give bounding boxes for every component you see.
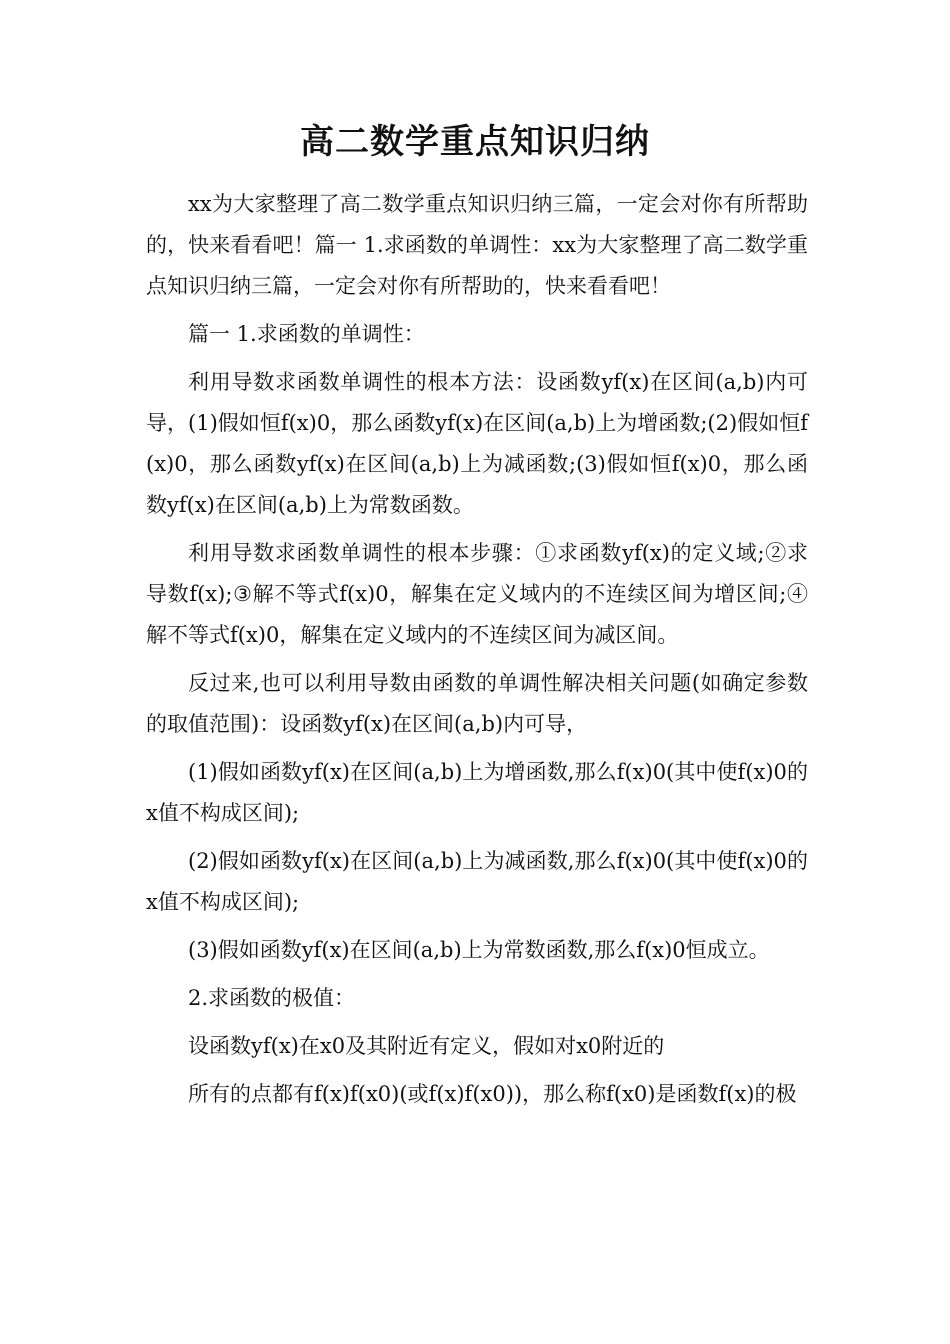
paragraph-extrema-definition-1: 设函数yf(x)在x0及其附近有定义，假如对x0附近的 <box>188 1034 665 1058</box>
paragraph-extrema-definition-2: 所有的点都有f(x)f(x0)(或f(x)f(x0))，那么称f(x0)是函数f(x)的极 <box>188 1082 797 1106</box>
paragraph-case-1: (1)假如函数yf(x)在区间(a,b)上为增函数,那么f(x)0(其中使f(x)0的x值不构成区间); <box>146 760 808 825</box>
paragraph-monotonic-steps: 利用导数求函数单调性的根本步骤：①求函数yf(x)的定义域;②求导数f(x);③解不等式f(x)0，解集在定义域内的不连续区间为增区间;④解不等式f(x)0，解集在定义域内的不连续区间为减区间。 <box>146 541 808 647</box>
document-title: 高二数学重点知识归纳 <box>300 122 650 162</box>
paragraph-section-heading: 篇一 1.求函数的单调性： <box>188 322 425 346</box>
paragraph-intro: xx为大家整理了高二数学重点知识归纳三篇，一定会对你有所帮助的，快来看看吧！篇一 1.求函数的单调性：xx为大家整理了高二数学重点知识归纳三篇，一定会对你有所帮助的，快来看看吧！ <box>146 192 808 298</box>
document-body <box>146 184 808 1122</box>
paragraph-extrema-heading: 2.求函数的极值： <box>188 986 356 1010</box>
paragraph-case-2: (2)假如函数yf(x)在区间(a,b)上为减函数,那么f(x)0(其中使f(x)0的x值不构成区间); <box>146 849 808 914</box>
paragraph-case-3: (3)假如函数yf(x)在区间(a,b)上为常数函数,那么f(x)0恒成立。 <box>188 938 770 962</box>
paragraph-monotonic-method: 利用导数求函数单调性的根本方法：设函数yf(x)在区间(a,b)内可导，(1)假如恒f(x)0，那么函数yf(x)在区间(a,b)上为增函数;(2)假如恒f(x)0，那么函数yf(x)在区间(a,b)上为减函数;(3)假如恒f(x)0，那么函数yf(x)在区间(a,b)上为常数函数。 <box>146 370 808 517</box>
paragraph-reverse-application: 反过来,也可以利用导数由函数的单调性解决相关问题(如确定参数的取值范围)：设函数yf(x)在区间(a,b)内可导， <box>146 671 808 736</box>
